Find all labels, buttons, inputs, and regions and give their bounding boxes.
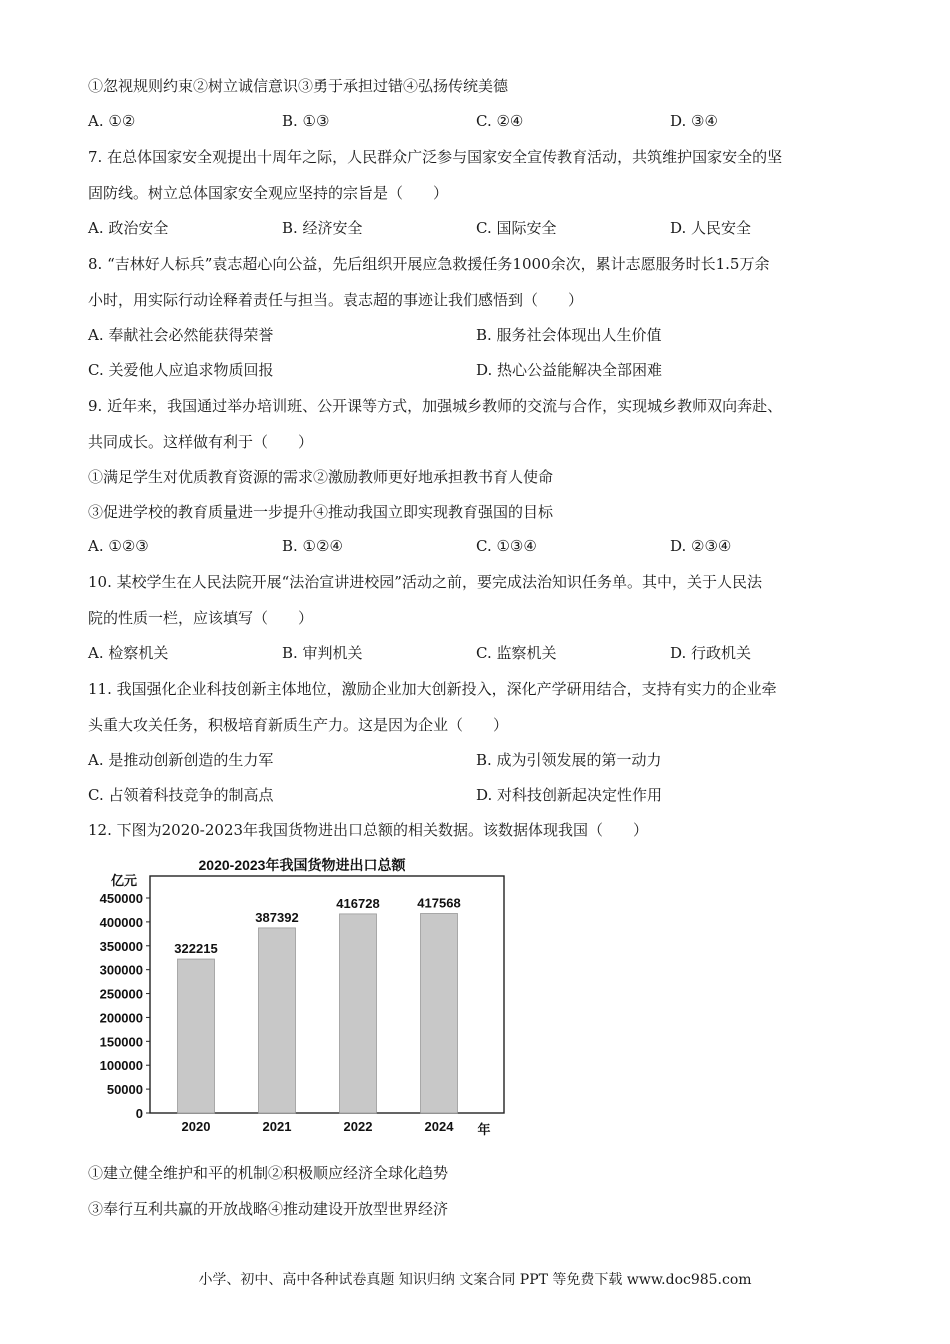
q7-option-c[interactable]: C. 国际安全 — [476, 219, 557, 237]
q7-stem: 7. 在总体国家安全观提出十周年之际，人民群众广泛参与国家安全宣传教育活动，共筑维护国家安全的坚 — [88, 148, 783, 166]
q6-option-b[interactable]: B. ①③ — [282, 112, 330, 130]
q11-option-a[interactable]: A. 是推动创新创造的生力军 — [88, 751, 274, 769]
q11-option-c[interactable]: C. 占领着科技竞争的制高点 — [88, 786, 274, 804]
q8-option-a[interactable]: A. 奉献社会必然能获得荣誉 — [88, 326, 274, 344]
q9-statements-1: ①满足学生对优质教育资源的需求②激励教师更好地承担教书育人使命 — [88, 468, 554, 486]
y-tick-label: 450000 — [99, 891, 143, 906]
footer-text: 小学、初中、高中各种试卷真题 知识归纳 文案合同 PPT 等免费下载 www.doc985.com — [198, 1272, 752, 1288]
bar-2020 — [178, 959, 215, 1113]
data-label-2024: 417568 — [417, 895, 461, 911]
q9-option-d[interactable]: D. ②③④ — [670, 537, 732, 555]
x-tick-label-2021: 2021 — [262, 1119, 292, 1134]
q8-option-d[interactable]: D. 热心公益能解决全部困难 — [476, 361, 663, 379]
y-axis-label: 亿元 — [110, 873, 138, 888]
q7-stem-cont: 固防线。树立总体国家安全观应坚持的宗旨是（ ） — [88, 184, 449, 202]
q12-statements-2: ③奉行互利共赢的开放战略④推动建设开放型世界经济 — [88, 1200, 449, 1218]
chart-title: 2020-2023年我国货物进出口总额 — [198, 857, 406, 873]
statement-line: ①忽视规则约束②树立诚信意识③勇于承担过错④弘扬传统美德 — [88, 77, 509, 95]
y-tick-label: 350000 — [99, 938, 143, 954]
x-tick-label-2022: 2022 — [343, 1119, 373, 1134]
y-tick-label: 100000 — [99, 1058, 143, 1074]
q9-stem-cont: 共同成长。这样做有利于（ ） — [88, 433, 314, 451]
q8-stem: 8. “吉林好人标兵”袁志超心向公益，先后组织开展应急救援任务1000余次，累计志愿服务时长1.5万余 — [88, 255, 770, 273]
data-label-2020: 322215 — [174, 941, 218, 957]
x-axis-label: 年 — [477, 1122, 491, 1137]
q10-option-c[interactable]: C. 监察机关 — [476, 644, 557, 662]
q10-option-a[interactable]: A. 检察机关 — [88, 644, 169, 662]
q10-stem-cont: 院的性质一栏，应该填写（ ） — [88, 609, 314, 627]
q9-option-b[interactable]: B. ①②④ — [282, 537, 343, 555]
q7-option-d[interactable]: D. 人民安全 — [670, 219, 752, 237]
trade-bar-chart — [88, 848, 508, 1142]
q9-option-a[interactable]: A. ①②③ — [88, 537, 149, 555]
q10-option-b[interactable]: B. 审判机关 — [282, 644, 363, 662]
q11-stem-cont: 头重大攻关任务，积极培育新质生产力。这是因为企业（ ） — [88, 716, 509, 734]
q9-statements-2: ③促进学校的教育质量进一步提升④推动我国立即实现教育强国的目标 — [88, 503, 554, 521]
y-tick-label: 50000 — [106, 1082, 143, 1098]
bar-2021 — [259, 928, 296, 1113]
q8-option-b[interactable]: B. 服务社会体现出人生价值 — [476, 326, 662, 344]
y-tick-label: 300000 — [99, 962, 143, 978]
q8-stem-cont: 小时，用实际行动诠释着责任与担当。袁志超的事迹让我们感悟到（ ） — [88, 291, 584, 309]
y-tick-label: 0 — [135, 1106, 143, 1121]
q6-option-d[interactable]: D. ③④ — [670, 112, 718, 130]
y-tick-label: 400000 — [99, 914, 143, 930]
bar-2022 — [340, 914, 377, 1113]
q11-stem: 11. 我国强化企业科技创新主体地位，激励企业加大创新投入，深化产学研用结合，支持有实力的企业牵 — [88, 680, 777, 698]
q7-option-a[interactable]: A. 政治安全 — [88, 219, 169, 237]
data-label-2022: 416728 — [336, 895, 380, 911]
x-tick-label-2020: 2020 — [181, 1119, 211, 1134]
y-tick-label: 250000 — [99, 986, 143, 1002]
bar-2024 — [421, 913, 458, 1113]
y-tick-label: 150000 — [99, 1034, 143, 1050]
y-tick-label: 200000 — [99, 1010, 143, 1026]
q6-option-c[interactable]: C. ②④ — [476, 112, 524, 130]
q6-option-a[interactable]: A. ①② — [88, 112, 136, 130]
q9-option-c[interactable]: C. ①③④ — [476, 537, 537, 555]
q8-option-c[interactable]: C. 关爱他人应追求物质回报 — [88, 361, 274, 379]
q12-stem: 12. 下图为2020-2023年我国货物进出口总额的相关数据。该数据体现我国（ ） — [88, 821, 649, 839]
q9-stem: 9. 近年来，我国通过举办培训班、公开课等方式，加强城乡教师的交流与合作，实现城乡教师双向奔赴、 — [88, 397, 783, 415]
q10-option-d[interactable]: D. 行政机关 — [670, 644, 752, 662]
q11-option-d[interactable]: D. 对科技创新起决定性作用 — [476, 786, 663, 804]
q7-option-b[interactable]: B. 经济安全 — [282, 219, 363, 237]
data-label-2021: 387392 — [255, 909, 299, 925]
q12-statements-1: ①建立健全维护和平的机制②积极顺应经济全球化趋势 — [88, 1164, 449, 1182]
q11-option-b[interactable]: B. 成为引领发展的第一动力 — [476, 751, 662, 769]
q10-stem: 10. 某校学生在人民法院开展“法治宣讲进校园”活动之前，要完成法治知识任务单。其中，关于人民法 — [88, 573, 762, 591]
x-tick-label-2024: 2024 — [424, 1119, 454, 1134]
